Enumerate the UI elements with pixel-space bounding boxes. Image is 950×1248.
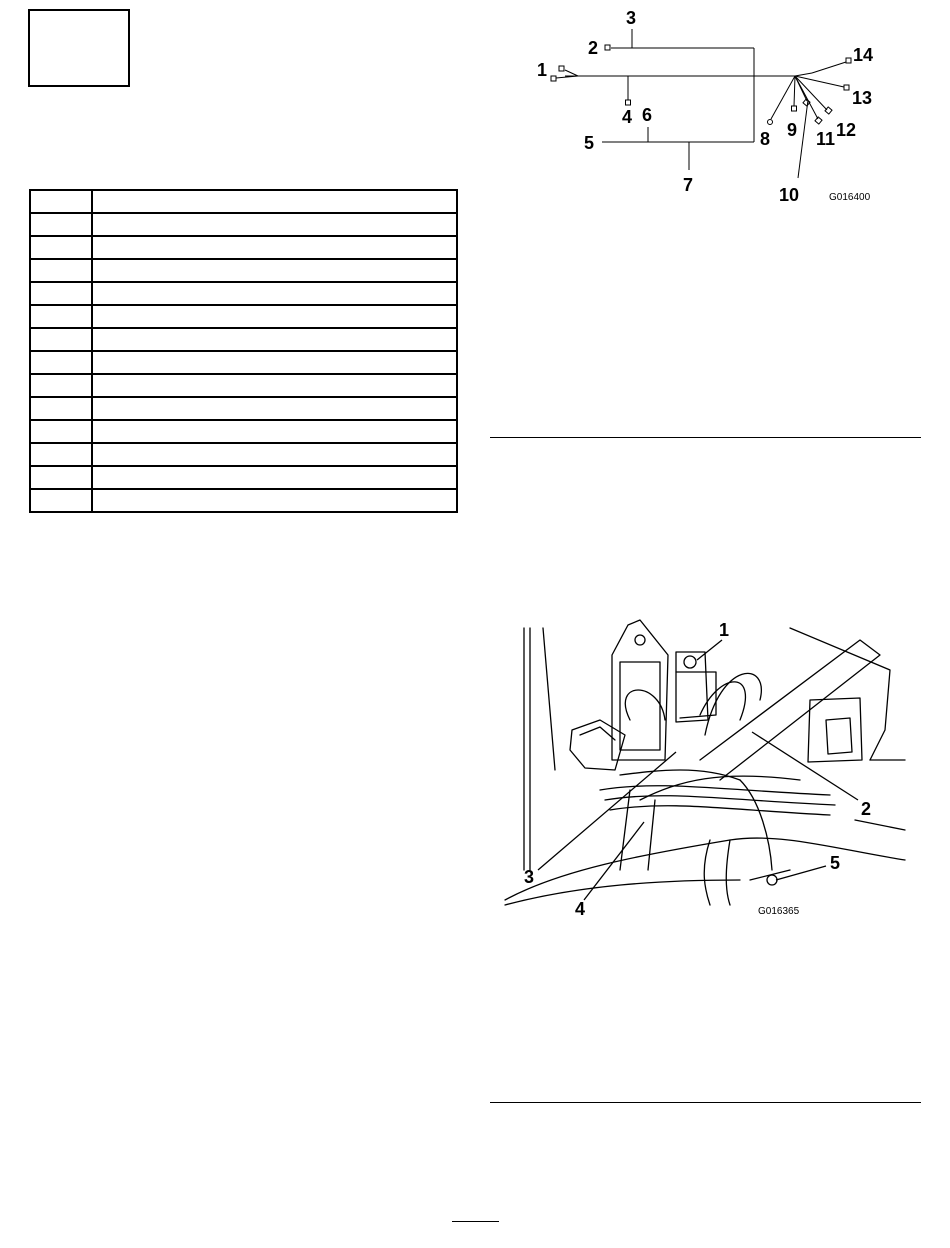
figure-code: G016400: [829, 192, 871, 203]
table-cell-description: [92, 190, 457, 213]
table-cell-number: [30, 328, 92, 351]
table-cell-description: [92, 420, 457, 443]
table-cell-description: [92, 351, 457, 374]
wire-harness-diagram: [530, 0, 890, 215]
callout-label: 8: [760, 129, 771, 149]
harness-installation-illustration: [500, 610, 920, 910]
table-row: [30, 190, 457, 213]
callout-label: 4: [575, 899, 586, 919]
table-cell-number: [30, 489, 92, 512]
table-row: [30, 328, 457, 351]
table-cell-number: [30, 420, 92, 443]
divider: [490, 1102, 921, 1103]
divider: [490, 437, 921, 438]
callout-label: 13: [852, 88, 873, 108]
step-number-box: [28, 9, 130, 87]
table-cell-description: [92, 328, 457, 351]
callout-label: 5: [584, 133, 595, 153]
table-row: [30, 489, 457, 512]
callout-label: 14: [853, 45, 874, 65]
table-cell-number: [30, 236, 92, 259]
table-cell-number: [30, 397, 92, 420]
table-cell-description: [92, 213, 457, 236]
table-row: [30, 351, 457, 374]
table-row: [30, 420, 457, 443]
table-cell-number: [30, 259, 92, 282]
callout-label: 12: [836, 120, 857, 140]
table-row: [30, 443, 457, 466]
table-cell-number: [30, 443, 92, 466]
callout-label: 1: [719, 620, 730, 640]
table-cell-description: [92, 305, 457, 328]
callout-label: 6: [642, 105, 653, 125]
table-row: [30, 236, 457, 259]
table-cell-description: [92, 374, 457, 397]
callout-label: 2: [861, 799, 872, 819]
table-cell-number: [30, 190, 92, 213]
table-row: [30, 374, 457, 397]
table-row: [30, 259, 457, 282]
table-row: [30, 397, 457, 420]
table-cell-description: [92, 489, 457, 512]
parts-table: [29, 189, 458, 513]
table-row: [30, 213, 457, 236]
callout-label: 10: [779, 185, 800, 205]
callout-label: 11: [816, 129, 836, 149]
table-cell-number: [30, 282, 92, 305]
table-cell-description: [92, 282, 457, 305]
figure-code: G016365: [758, 906, 800, 917]
footer-rule: [452, 1221, 499, 1222]
table-row: [30, 282, 457, 305]
table-cell-description: [92, 466, 457, 489]
callout-label: 9: [787, 120, 798, 140]
table-row: [30, 305, 457, 328]
table-cell-number: [30, 305, 92, 328]
callout-label: 7: [683, 175, 694, 195]
callout-label: 3: [626, 8, 637, 28]
table-cell-number: [30, 213, 92, 236]
callout-label: 3: [524, 867, 535, 887]
table-cell-description: [92, 397, 457, 420]
callout-label: 5: [830, 853, 841, 873]
table-cell-description: [92, 259, 457, 282]
table-cell-description: [92, 443, 457, 466]
table-row: [30, 466, 457, 489]
callout-label: 4: [622, 107, 633, 127]
table-cell-description: [92, 236, 457, 259]
callout-label: 1: [537, 60, 548, 80]
table-cell-number: [30, 374, 92, 397]
callout-label: 2: [588, 38, 599, 58]
table-cell-number: [30, 351, 92, 374]
table-cell-number: [30, 466, 92, 489]
